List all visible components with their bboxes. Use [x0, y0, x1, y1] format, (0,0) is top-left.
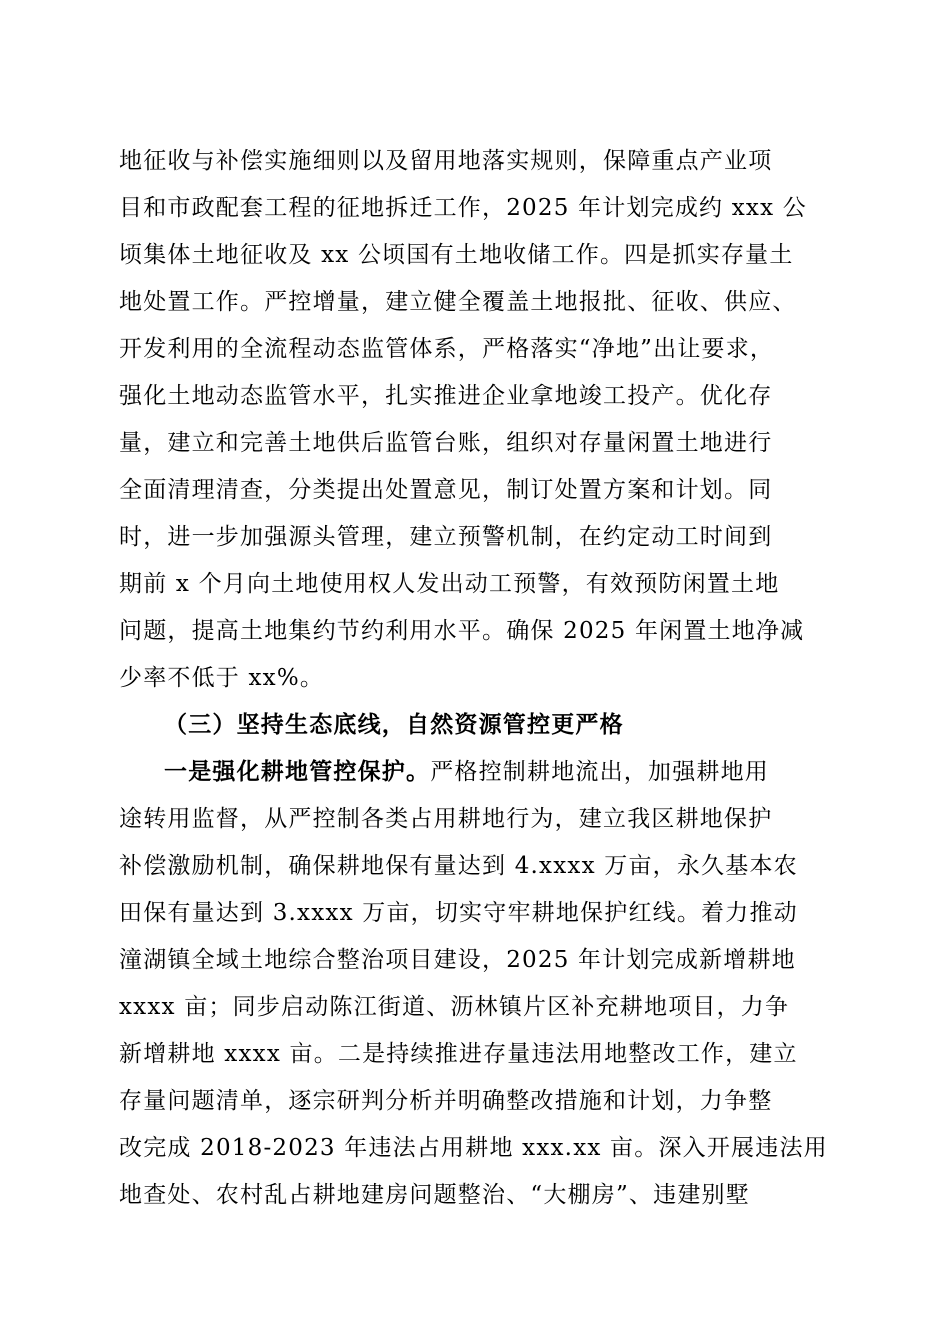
text-line: 地处置工作。严控增量，建立健全覆盖土地报批、征收、供应、	[119, 289, 797, 315]
text-line: 问题，提高土地集约节约利用水平。确保 2025 年闲置土地净减	[119, 618, 805, 644]
text-line: 地查处、农村乱占耕地建房问题整治、“大棚房”、违建别墅	[119, 1182, 750, 1208]
text-line: 顷集体土地征收及 xx 公顷国有土地收储工作。四是抓实存量土	[119, 242, 794, 268]
text-line: 补偿激励机制，确保耕地保有量达到 4.xxxx 万亩，永久基本农	[119, 853, 798, 879]
text-line: 全面清理清查，分类提出处置意见，制订处置方案和计划。同	[119, 477, 773, 503]
paragraph-first-line	[164, 757, 879, 787]
paragraph-lead: 一是强化耕地管控保护。	[164, 758, 431, 785]
text-line: 量，建立和完善土地供后监管台账，组织对存量闲置土地进行	[119, 430, 773, 456]
text-line: 存量问题清单，逐宗研判分析并明确整改措施和计划，力争整	[119, 1088, 773, 1114]
text-line: 地征收与补偿实施细则以及留用地落实规则，保障重点产业项	[119, 148, 773, 174]
text-line: xxxx 亩；同步启动陈江街道、沥林镇片区补充耕地项目，力争	[119, 994, 790, 1020]
text-line: 途转用监督，从严控制各类占用耕地行为，建立我区耕地保护	[119, 806, 773, 832]
text-line: 少率不低于 xx%。	[119, 665, 325, 691]
text-line: 田保有量达到 3.xxxx 万亩，切实守牢耕地保护红线。着力推动	[119, 900, 798, 926]
text-line: 强化土地动态监管水平，扎实推进企业拿地竣工投产。优化存	[119, 383, 773, 409]
text-line: 改完成 2018-2023 年违法占用耕地 xxx.xx 亩。深入开展违法用	[119, 1135, 828, 1161]
text-line: 目和市政配套工程的征地拆迁工作，2025 年计划完成约 xxx 公	[119, 195, 807, 221]
text-line: 时，进一步加强源头管理，建立预警机制，在约定动工时间到	[119, 524, 773, 550]
paragraph-first-rest: 严格控制耕地流出，加强耕地用	[430, 759, 770, 785]
text-line: 期前 x 个月向土地使用权人发出动工预警，有效预防闲置土地	[119, 571, 780, 597]
text-line: 新增耕地 xxxx 亩。二是持续推进存量违法用地整改工作，建立	[119, 1041, 798, 1067]
text-line: 开发利用的全流程动态监管体系，严格落实“净地”出让要求，	[119, 336, 775, 362]
text-line: 潼湖镇全域土地综合整治项目建设，2025 年计划完成新增耕地	[119, 947, 796, 973]
section-heading: （三）坚持生态底线，自然资源管控更严格	[164, 711, 624, 738]
